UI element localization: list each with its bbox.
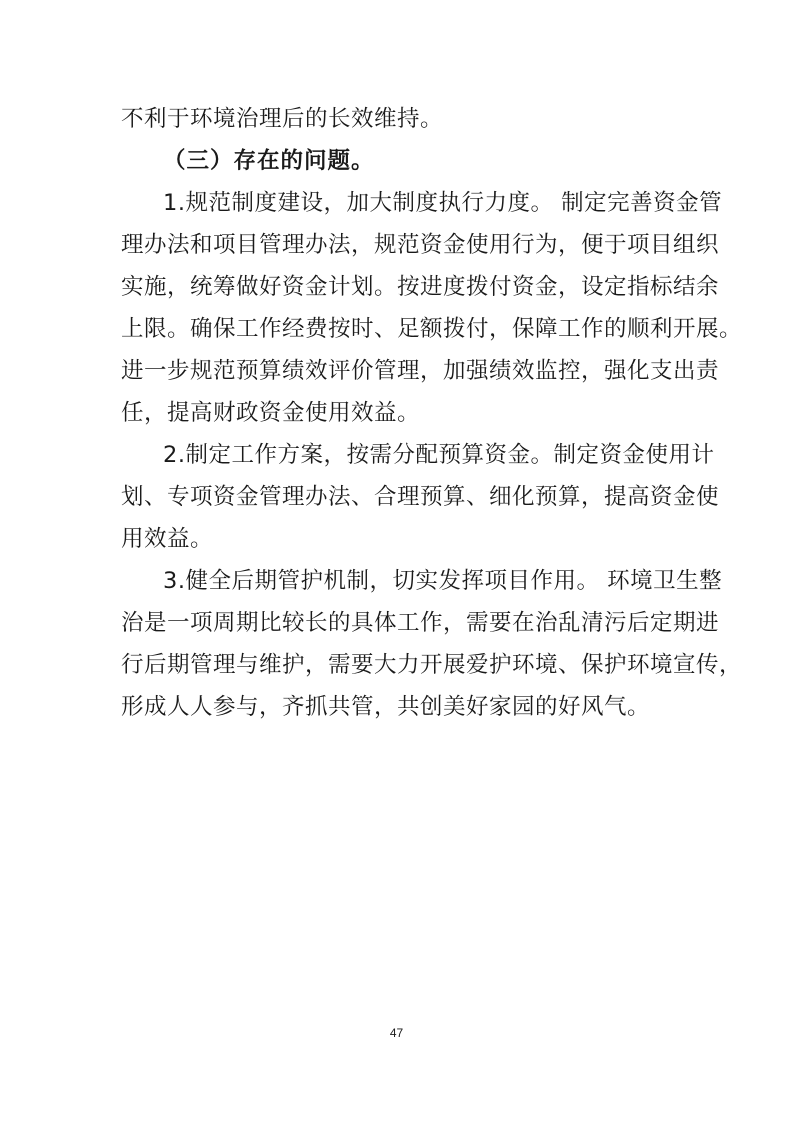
text-line: 实施，统筹做好资金计划。按进度拨付资金，设定指标结余 — [121, 274, 720, 300]
text-line: 1.规范制度建设，加大制度执行力度。 制定完善资金管 — [163, 190, 723, 216]
page-number: 47 — [389, 1026, 404, 1040]
text-line: 3.健全后期管护机制，切实发挥项目作用。 环境卫生整 — [163, 568, 723, 594]
text-line: 理办法和项目管理办法，规范资金使用行为，便于项目组织 — [121, 232, 720, 258]
text-line: 行后期管理与维护，需要大力开展爱护环境、保护环境宣传， — [121, 652, 743, 678]
text-line: 不利于环境治理后的长效维持。 — [121, 106, 444, 132]
text-line: 任，提高财政资金使用效益。 — [121, 400, 421, 426]
text-line: 上限。确保工作经费按时、足额拨付，保障工作的顺利开展。 — [121, 316, 743, 342]
text-line: 进一步规范预算绩效评价管理，加强绩效监控，强化支出责 — [121, 358, 720, 384]
text-line: 用效益。 — [121, 526, 214, 552]
text-line: 2.制定工作方案，按需分配预算资金。制定资金使用计 — [163, 442, 715, 468]
text-line: 划、专项资金管理办法、合理预算、细化预算，提高资金使 — [121, 484, 720, 510]
text-line: 形成人人参与，齐抓共管，共创美好家园的好风气。 — [121, 694, 651, 720]
text-line: 治是一项周期比较长的具体工作，需要在治乱清污后定期进 — [121, 610, 720, 636]
section-heading: （三）存在的问题。 — [163, 148, 375, 174]
